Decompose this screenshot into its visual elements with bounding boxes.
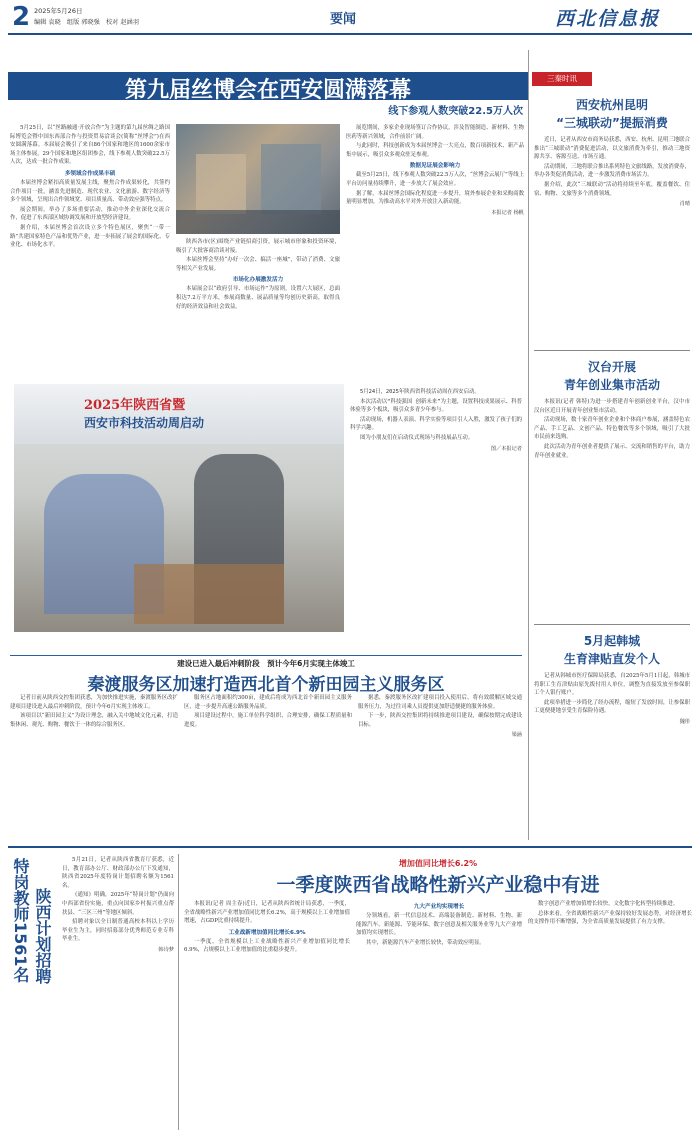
caption-paragraph: 5月24日，2025年陕西省科技活动周在西安启动。 <box>360 389 480 395</box>
paragraph: 记者日前从陕西交控集团获悉，为加快推进实施，秦渡服务区改扩建项目建设进入最后冲刺阶段，预计今年6月实现主体竣工。 <box>10 695 178 710</box>
photo-table-shape <box>134 564 284 624</box>
story3-divider <box>178 854 179 1130</box>
paragraph: 服务区占地面积约300亩，建成后将成为西北首个新田园主义服务区，进一步提升高速公路服务品质。 <box>184 695 352 710</box>
photo-caption <box>350 388 522 628</box>
paragraph: 活动现场，数十家青年创业企业和个体商户参展，涵盖特色农产品、手工艺品、文创产品、特色餐饮等多个领域，吸引了大批市民前来选购。 <box>534 417 690 441</box>
paragraph: 该项目以“新田园主义”为设计理念，融入关中地域文化元素，打造集休闲、观光、购物、餐饮于一体的综合服务区。 <box>10 713 178 728</box>
photo-booth-shape <box>196 154 246 214</box>
paragraph: 5月21日，记者从陕西省教育厅获悉，近日，教育部办公厅、财政部办公厅下发通知，陕西省2025年度特岗计划招聘名额为1561名。 <box>62 857 174 889</box>
story1-subhead-2: 市场化办展激发活力 <box>232 277 284 284</box>
story4-subhead-2: 九大产业均实现增长 <box>413 904 465 910</box>
paragraph: 记者从韩城市医疗保障局获悉，自2025年5月1日起，韩城市将职工生育津贴由原先拨付用人单位，调整为直接发放至参保职工个人银行账户。 <box>534 673 690 697</box>
paragraph: 据介绍，本届丝博会首次设立多个特色展区，聚焦“一带一路”共建国家特色产品和优势产业，进一步拓展了展会的国际化、专业化、市场化水平。 <box>10 224 170 249</box>
side2-title-line1: 汉台开展 <box>587 360 636 374</box>
paragraph: 本报讯(记者 周主春)近日，记者从陕西省统计局获悉，一季度，全省战略性新兴产业增加值同比增长6.2%，高于规模以上工业增加值增速，占GDP比重持续提升。 <box>184 901 350 925</box>
side3-title-line2: 生育津贴直发个人 <box>563 652 660 666</box>
story1-subhead-3: 数据见证展会影响力 <box>409 163 461 170</box>
story3-vertical-title <box>10 858 60 1128</box>
paragraph: 5月25日，以“丝路融通·开放合作”为主题的第九届丝绸之路国际博览会暨中国东西部合作与投资贸易洽谈会(简称“丝博会”)在西安圆满落幕。本届展会吸引了来自86个国家和地区的1600余家市场主体参展，29个国家和地区组团参会，线下参观人数突破22.5万人次，达成一批合作成果。 <box>10 125 170 166</box>
masthead <box>0 0 700 34</box>
story2-byline: 梁涵 <box>511 732 522 739</box>
sidebar-divider <box>528 50 529 840</box>
paragraph: 展会期间，举办了多场重要活动，推动中外企业深化交流合作，促进了东西部区域协调发展和开放型经济建设。 <box>10 206 170 222</box>
side-rule <box>534 350 690 351</box>
story4-kicker: 增加值同比增长6.2% <box>398 859 478 868</box>
story1-byline: 本报记者 杨帆 <box>491 209 524 216</box>
story4-title: 一季度陕西省战略性新兴产业稳中有进 <box>276 874 600 896</box>
science-week-photo <box>14 384 344 632</box>
paragraph: 分领域看，新一代信息技术、高端装备制造、新材料、生物、新能源汽车、新能源、节能环保、数字创意及相关服务业等九大产业增加值均实现增长。 <box>356 913 522 937</box>
story3-title-line2: 特岗教师1561名 <box>11 858 30 983</box>
paragraph: 其中，新能源汽车产业增长较快，带动效应明显。 <box>366 939 485 946</box>
story1-col3 <box>346 124 524 378</box>
story2-col2 <box>184 694 352 842</box>
paragraph: 陕西各市(区)围绕产业链招商引资，展示城市形象和投资环境，吸引了大批客商洽谈对接。 <box>176 239 340 254</box>
editors-line: 编辑 袁晓 组版 郭晓强 校对 赵涵羽 <box>34 19 139 26</box>
paragraph: 据介绍，此次“三城联动”活动将持续至年底，覆盖餐饮、住宿、购物、文旅等多个消费领域。 <box>534 181 690 197</box>
paragraph: 据了解，本届丝博会国际化程度进一步提升，境外参展企业和采购商数量明显增加，为推动高水平对外开放注入新动能。 <box>346 190 524 206</box>
bottom-section-rule <box>8 846 692 848</box>
story1-title: 第九届丝博会在西安圆满落幕 <box>124 78 411 103</box>
side2-body <box>534 398 690 616</box>
paragraph: 此次活动为青年创业者提供了展示、交流和销售的平台，助力青年创业就业。 <box>534 443 690 459</box>
section-label: 要闻 <box>330 12 357 27</box>
paragraph: 招聘对象以全日制普通高校本科以上学历毕业生为主，同时招募部分优秀师范专业专科毕业生。 <box>62 919 174 943</box>
paragraph: 展览期间，多家企业现场签订合作协议，涉及智能制造、新材料、生物医药等新兴领域，合作前景广阔。 <box>346 125 524 140</box>
story2-title: 秦渡服务区加速打造西北首个新田园主义服务区 <box>87 675 445 695</box>
paragraph: 截至5月25日，线下参观人数突破22.5万人次，“丝博会云展厅”等线上平台访问量持续攀升，进一步放大了展会效应。 <box>346 172 524 187</box>
page-number: 2 <box>12 2 31 32</box>
photo-banner-line2: 西安市科技活动周启动 <box>84 416 205 430</box>
story4-col2 <box>356 900 522 1130</box>
issue-date: 2025年5月26日 <box>34 7 83 15</box>
paragraph: 一季度，全省规模以上工业战略性新兴产业增加值同比增长6.9%，占规模以上工业增加值的比重稳步提升。 <box>184 938 350 954</box>
masthead-rule <box>8 33 692 35</box>
paragraph: 此项举措进一步简化了经办流程，缩短了发放时间，让参保职工更便捷地享受生育保险待遇。 <box>534 699 690 715</box>
story2-top-rule <box>10 655 522 656</box>
side3-title-line1: 5月起韩城 <box>583 634 641 648</box>
paragraph: 本届丝博会紧扣高质量发展主线，聚焦合作成果转化，共签约合作项目一批，涵盖先进制造、现代农业、文化旅游、数字经济等多个领域，呈现出合作领域宽、项目质量高、带动效应强等特点。 <box>10 179 170 204</box>
paragraph: 本报讯(记者 韩特)为进一步搭建青年创新创业平台，汉中市汉台区近日开展青年创业集市活动。 <box>534 399 690 414</box>
paragraph: 数字创意产业增加值增长较快，文化数字化转型持续推进。 <box>538 901 679 907</box>
caption-paragraph: 活动现场，机器人表演、科学实验等项目引人入胜，激发了孩子们的科学兴趣。 <box>350 416 522 432</box>
story2-col1 <box>10 694 178 842</box>
caption-paragraph: 本次活动以“科技强国 创新未来”为主题，设置科技成果展示、科普体验等多个板块，吸引众多青少年参与。 <box>350 398 522 414</box>
story3-body <box>62 856 174 1130</box>
photo-banner-line1: 2025年陕西省暨 <box>84 398 186 413</box>
photo-booth-shape <box>261 144 321 214</box>
paragraph: 本届丝博会坚持“办好一次会、搞活一座城”，带动了消费、文旅等相关产业发展。 <box>176 257 340 272</box>
caption-paragraph: 图为小朋友们在启动仪式现场与科技展品互动。 <box>360 434 474 441</box>
story3-byline: 韩诗梦 <box>158 946 174 953</box>
story1-col1 <box>10 124 170 378</box>
story4-col1 <box>184 900 350 1130</box>
story1-col2 <box>176 238 340 378</box>
side-rule <box>534 624 690 625</box>
side3-body <box>534 672 690 840</box>
side1-title-line1: 西安杭州昆明 <box>575 98 648 112</box>
paragraph: 总体来看，全省战略性新兴产业保持较好发展态势，对经济增长的支撑作用不断增强，为全省高质量发展提供了有力支撑。 <box>528 910 692 926</box>
paragraph: 《通知》明确，2025年“特岗计划”仍面向中西部省份实施，重点向国家乡村振兴重点帮扶县、“三区三州”等地区倾斜。 <box>62 892 174 916</box>
photo-credit: 图／本报记者 <box>490 445 522 452</box>
paragraph: 与此同时，科技创新成为本届丝博会一大亮点，数百项新技术、新产品集中展示，吸引众多观众驻足参观。 <box>346 143 524 158</box>
side1-byline: 肖晴 <box>679 201 690 208</box>
side2-title-line2: 青年创业集市活动 <box>563 378 660 392</box>
story1-subhead-1: 多领域合作成果丰硕 <box>64 170 116 177</box>
paragraph: 项目建设过程中，施工单位科学组织、合理安排，确保工程质量和进度。 <box>184 713 352 728</box>
side1-title-line2: “三城联动”提振消费 <box>556 116 668 130</box>
story2-kicker: 建设已进入最后冲刺阶段 预计今年6月实现主体竣工 <box>177 659 355 668</box>
side1-body <box>534 136 690 342</box>
exhibition-photo <box>176 124 340 234</box>
story1-headline <box>8 72 528 116</box>
story3-title-line1: 陕西计划招聘 <box>33 888 52 984</box>
paragraph: 本届展会以“政府引导、市场运作”为原则，设置六大展区，总面积达7.2万平方米，参展商数量、展品质量等均创历史新高，取得良好的经济效益和社会效益。 <box>176 286 340 310</box>
story1-subtitle: 线下参观人数突破22.5万人次 <box>388 106 523 117</box>
story2-col3 <box>358 694 522 842</box>
paragraph: 活动期间，三地将联合推出系列特色文旅线路，发放消费券，举办各类促消费活动，进一步激发消费市场活力。 <box>534 163 690 179</box>
newspaper-logo: 西北信息报 <box>555 8 661 30</box>
side-tag: 三秦时讯 <box>532 72 592 86</box>
paragraph: 下一步，陕西交控集团将持续推进项目建设，确保按期完成建设目标。 <box>358 713 522 728</box>
paragraph: 据悉，秦渡服务区改扩建项目投入使用后，将有效缓解区域交通服务压力，为过往司乘人员提供更加舒适便捷的服务体验。 <box>358 695 522 710</box>
side3-byline: 魏彤 <box>679 718 690 725</box>
photo-crowd-shape <box>176 210 340 234</box>
story4-subhead-1: 工业战新增加值同比增长6.9% <box>228 929 306 936</box>
paragraph: 近日，记者从西安市商务局获悉，西安、杭州、昆明三地联合推出“三城联动”消费促进活动，以文旅消费为牵引，推动三地资源共享、客源互送、市场互通。 <box>534 137 690 161</box>
story4-col3 <box>528 900 692 1130</box>
